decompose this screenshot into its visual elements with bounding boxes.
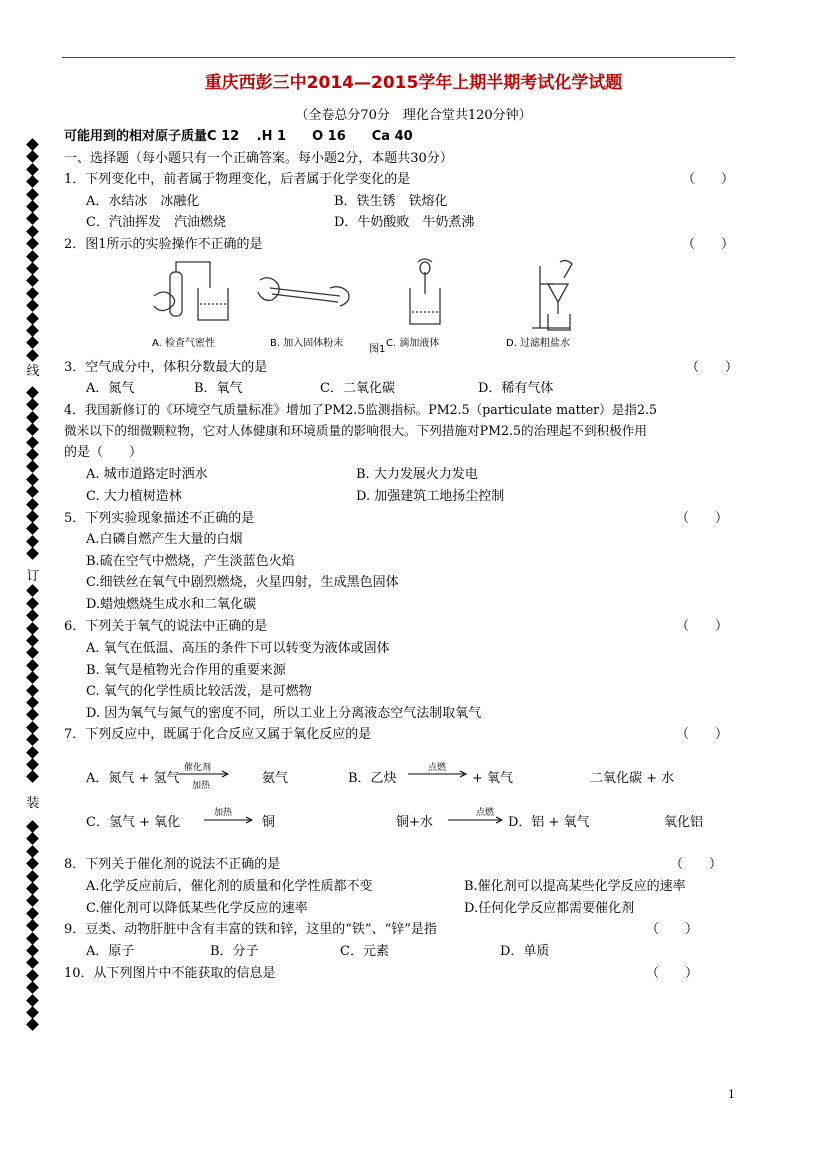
margin-diamond bbox=[26, 523, 39, 536]
margin-diamond bbox=[26, 225, 39, 238]
q7-c-condition-top: 加热 bbox=[214, 808, 233, 818]
reaction-arrow-icon bbox=[448, 816, 504, 824]
margin-char-ding: 订 bbox=[26, 569, 40, 584]
margin-char-xian: 线 bbox=[26, 364, 40, 379]
margin-diamond bbox=[26, 944, 39, 957]
q2-stem: 2．图1所示的实验操作不正确的是 bbox=[64, 237, 263, 252]
q7-a-condition-top: 催化剂 bbox=[184, 763, 212, 773]
q9-option-a: A．原子 bbox=[86, 944, 135, 959]
margin-diamond bbox=[26, 138, 39, 151]
margin-diamond bbox=[26, 609, 39, 622]
margin-diamond bbox=[26, 709, 39, 722]
q4-stem-line2: 微米以下的细微颗粒物，它对人体健康和环境质量的影响很大。下列措施对PM2.5的治理起不到积极作用 bbox=[64, 423, 647, 438]
margin-diamond bbox=[26, 163, 39, 176]
q3-answer-paren: （ ） bbox=[686, 360, 739, 375]
margin-diamond bbox=[26, 932, 39, 945]
margin-diamond bbox=[26, 758, 39, 771]
margin-diamond bbox=[26, 237, 39, 250]
margin-diamond bbox=[26, 585, 39, 598]
q4-option-a: A. 城市道路定时洒水 bbox=[86, 467, 208, 482]
q5-option-c: C.细铁丝在氧气中剧烈燃烧，火星四射，生成黑色固体 bbox=[86, 575, 399, 590]
q1-option-d: D．牛奶酸败 牛奶煮沸 bbox=[334, 215, 475, 230]
q1-option-c: C．汽油挥发 汽油燃烧 bbox=[86, 215, 226, 230]
q9-stem: 9．豆类、动物肝脏中含有丰富的铁和锌，这里的“铁”、“锌”是指 bbox=[64, 922, 437, 937]
margin-diamond bbox=[26, 535, 39, 548]
q3-option-d: D．稀有气体 bbox=[478, 381, 554, 396]
q8-option-b: B.催化剂可以提高某些化学反应的速率 bbox=[464, 879, 686, 894]
margin-diamond bbox=[26, 436, 39, 449]
figure-1-experiments bbox=[140, 258, 620, 350]
q6-stem: 6．下列关于氧气的说法中正确的是 bbox=[64, 619, 268, 634]
margin-diamond bbox=[26, 746, 39, 759]
margin-diamond bbox=[26, 684, 39, 697]
q8-option-c: C.催化剂可以降低某些化学反应的速率 bbox=[86, 901, 308, 916]
q5-option-b: B.硫在空气中燃烧，产生淡蓝色火焰 bbox=[86, 554, 295, 569]
q1-stem: 1．下列变化中，前者属于物理变化，后者属于化学变化的是 bbox=[64, 172, 411, 187]
q6-option-b: B. 氧气是植物光合作用的重要来源 bbox=[86, 663, 286, 678]
q9-option-c: C．元素 bbox=[340, 944, 389, 959]
q6-answer-paren: （ ） bbox=[676, 619, 729, 634]
q7-option-c-reactants: C．氢气 + 氧化 bbox=[86, 815, 181, 830]
margin-diamond bbox=[26, 287, 39, 300]
figure-1-label: 图1 bbox=[369, 344, 386, 355]
margin-diamond bbox=[26, 200, 39, 213]
margin-diamond bbox=[26, 275, 39, 288]
margin-diamond bbox=[26, 175, 39, 188]
reaction-arrow-icon bbox=[178, 770, 230, 778]
q7-option-d-product: 氧化铝 bbox=[664, 815, 704, 830]
q3-stem: 3．空气成分中，体积分数最大的是 bbox=[64, 360, 268, 375]
margin-diamond bbox=[26, 969, 39, 982]
q1-answer-paren: （ ） bbox=[682, 172, 735, 187]
margin-diamond bbox=[26, 473, 39, 486]
q4-option-b: B. 大力发展火力发电 bbox=[356, 467, 478, 482]
margin-diamond bbox=[26, 647, 39, 660]
q7-b-condition-top: 点燃 bbox=[428, 763, 447, 773]
section-heading: 一、选择题（每小题只有一个正确答案。每小题2分，本题共30分） bbox=[64, 151, 453, 166]
q5-answer-paren: （ ） bbox=[676, 511, 729, 526]
q4-option-d: D. 加强建筑工地扬尘控制 bbox=[356, 489, 505, 504]
margin-diamond bbox=[26, 461, 39, 474]
q9-option-d: D．单质 bbox=[500, 944, 550, 959]
margin-diamond bbox=[26, 423, 39, 436]
q8-answer-paren: （ ） bbox=[670, 857, 723, 872]
margin-diamond bbox=[26, 659, 39, 672]
margin-diamond bbox=[26, 250, 39, 263]
header-rule bbox=[62, 57, 735, 58]
margin-diamond bbox=[26, 151, 39, 164]
margin-diamond bbox=[26, 324, 39, 337]
q9-option-b: B．分子 bbox=[210, 944, 259, 959]
margin-diamond bbox=[26, 845, 39, 858]
q1-option-b: B．铁生锈 铁熔化 bbox=[334, 194, 448, 209]
page-title: 重庆西彭三中2014—2015学年上期半期考试化学试题 bbox=[204, 73, 623, 93]
margin-diamond bbox=[26, 312, 39, 325]
margin-diamond bbox=[26, 981, 39, 994]
q7-option-b-product: 二氧化碳 + 水 bbox=[590, 771, 675, 786]
q7-option-a-reactants: A．氮气 + 氢气 bbox=[86, 771, 180, 786]
experiment-illustrations bbox=[140, 258, 620, 334]
q10-answer-paren: （ ） bbox=[646, 966, 699, 981]
q8-option-d: D.任何化学反应都需要催化剂 bbox=[464, 901, 635, 916]
q6-option-a: A. 氧气在低温、高压的条件下可以转变为液体或固体 bbox=[86, 641, 390, 656]
q4-stem-line3: 的是（ ） bbox=[64, 445, 143, 460]
q7-option-d-reactants: D．铝 + 氧气 bbox=[508, 815, 590, 830]
q1-option-a: A．水结冰 冰融化 bbox=[86, 194, 200, 209]
q8-stem: 8．下列关于催化剂的说法不正确的是 bbox=[64, 857, 281, 872]
binding-margin bbox=[26, 140, 42, 1030]
q10-stem: 10．从下列图片中不能获取的信息是 bbox=[64, 966, 276, 981]
margin-diamond bbox=[26, 857, 39, 870]
margin-diamond bbox=[26, 213, 39, 226]
margin-diamond bbox=[26, 448, 39, 461]
q7-option-b-reactant: B．乙炔 bbox=[348, 771, 397, 786]
margin-diamond bbox=[26, 733, 39, 746]
margin-diamond bbox=[26, 634, 39, 647]
margin-diamond bbox=[26, 262, 39, 275]
reaction-arrow-icon bbox=[204, 816, 254, 824]
q6-option-d: D. 因为氧气与氮气的密度不同，所以工业上分离液态空气法制取氧气 bbox=[86, 706, 482, 721]
margin-diamond bbox=[26, 498, 39, 511]
margin-diamond bbox=[26, 1006, 39, 1019]
q5-option-a: A.白磷自燃产生大量的白烟 bbox=[86, 532, 243, 547]
margin-diamond bbox=[26, 597, 39, 610]
q6-option-c: C. 氧气的化学性质比较活泼，是可燃物 bbox=[86, 684, 312, 699]
margin-diamond bbox=[26, 833, 39, 846]
margin-diamond bbox=[26, 188, 39, 201]
margin-diamond bbox=[26, 721, 39, 734]
margin-diamond bbox=[26, 895, 39, 908]
q7-answer-paren: （ ） bbox=[676, 727, 729, 742]
q8-option-a: A.化学反应前后，催化剂的质量和化学性质都不变 bbox=[86, 879, 373, 894]
margin-diamond bbox=[26, 820, 39, 833]
q7-option-a-product: 氨气 bbox=[262, 771, 289, 786]
margin-diamond bbox=[26, 510, 39, 523]
fig-caption-c: C. 滴加液体 bbox=[386, 338, 440, 349]
q9-answer-paren: （ ） bbox=[646, 922, 699, 937]
margin-diamond bbox=[26, 994, 39, 1007]
margin-diamond bbox=[26, 411, 39, 424]
fig-caption-a: A. 检查气密性 bbox=[152, 338, 216, 349]
margin-diamond bbox=[26, 299, 39, 312]
q2-answer-paren: （ ） bbox=[682, 237, 735, 252]
page-number: 1 bbox=[728, 1088, 735, 1101]
margin-diamond bbox=[26, 771, 39, 784]
atomic-mass-line: 可能用到的相对原子质量C 12 .H 1 O 16 Ca 40 bbox=[64, 129, 413, 144]
margin-diamond bbox=[26, 870, 39, 883]
margin-diamond bbox=[26, 547, 39, 560]
margin-diamond bbox=[26, 399, 39, 412]
margin-diamond bbox=[26, 1019, 39, 1032]
q5-option-d: D.蜡烛燃烧生成水和二氧化碳 bbox=[86, 597, 257, 612]
q4-option-c: C. 大力植树造林 bbox=[86, 489, 182, 504]
q5-stem: 5．下列实验现象描述不正确的是 bbox=[64, 511, 255, 526]
q7-option-c-copper: 铜 bbox=[262, 815, 276, 830]
q7-stem: 7．下列反应中，既属于化合反应又属于氧化反应的是 bbox=[64, 727, 372, 742]
q4-stem-line1: 4．我国新修订的《环境空气质量标准》增加了PM2.5监测指标。PM2.5（particulate matter）是指2.5 bbox=[64, 402, 657, 417]
margin-diamond bbox=[26, 696, 39, 709]
fig-caption-d: D. 过滤粗盐水 bbox=[506, 338, 571, 349]
margin-diamond bbox=[26, 337, 39, 350]
q3-option-b: B．氧气 bbox=[194, 381, 243, 396]
q7-d-condition-top: 点燃 bbox=[476, 808, 495, 818]
exam-info: （全卷总分70分 理化合堂共120分钟） bbox=[295, 108, 532, 123]
q3-option-a: A．氮气 bbox=[86, 381, 135, 396]
q7-a-condition-bottom: 加热 bbox=[192, 781, 211, 791]
margin-diamond bbox=[26, 386, 39, 399]
q3-option-c: C．二氧化碳 bbox=[320, 381, 395, 396]
margin-diamond bbox=[26, 622, 39, 635]
reaction-arrow-icon bbox=[408, 770, 468, 778]
margin-diamond bbox=[26, 907, 39, 920]
fig-caption-b: B. 加入固体粉末 bbox=[270, 338, 344, 349]
margin-char-zhuang: 装 bbox=[26, 796, 40, 811]
q7-option-c-product: 铜+水 bbox=[396, 815, 433, 830]
q7-option-b-oxygen: + 氧气 bbox=[472, 771, 514, 786]
margin-diamond bbox=[26, 957, 39, 970]
margin-diamond bbox=[26, 671, 39, 684]
margin-diamond bbox=[26, 882, 39, 895]
margin-diamond bbox=[26, 919, 39, 932]
margin-diamond bbox=[26, 485, 39, 498]
